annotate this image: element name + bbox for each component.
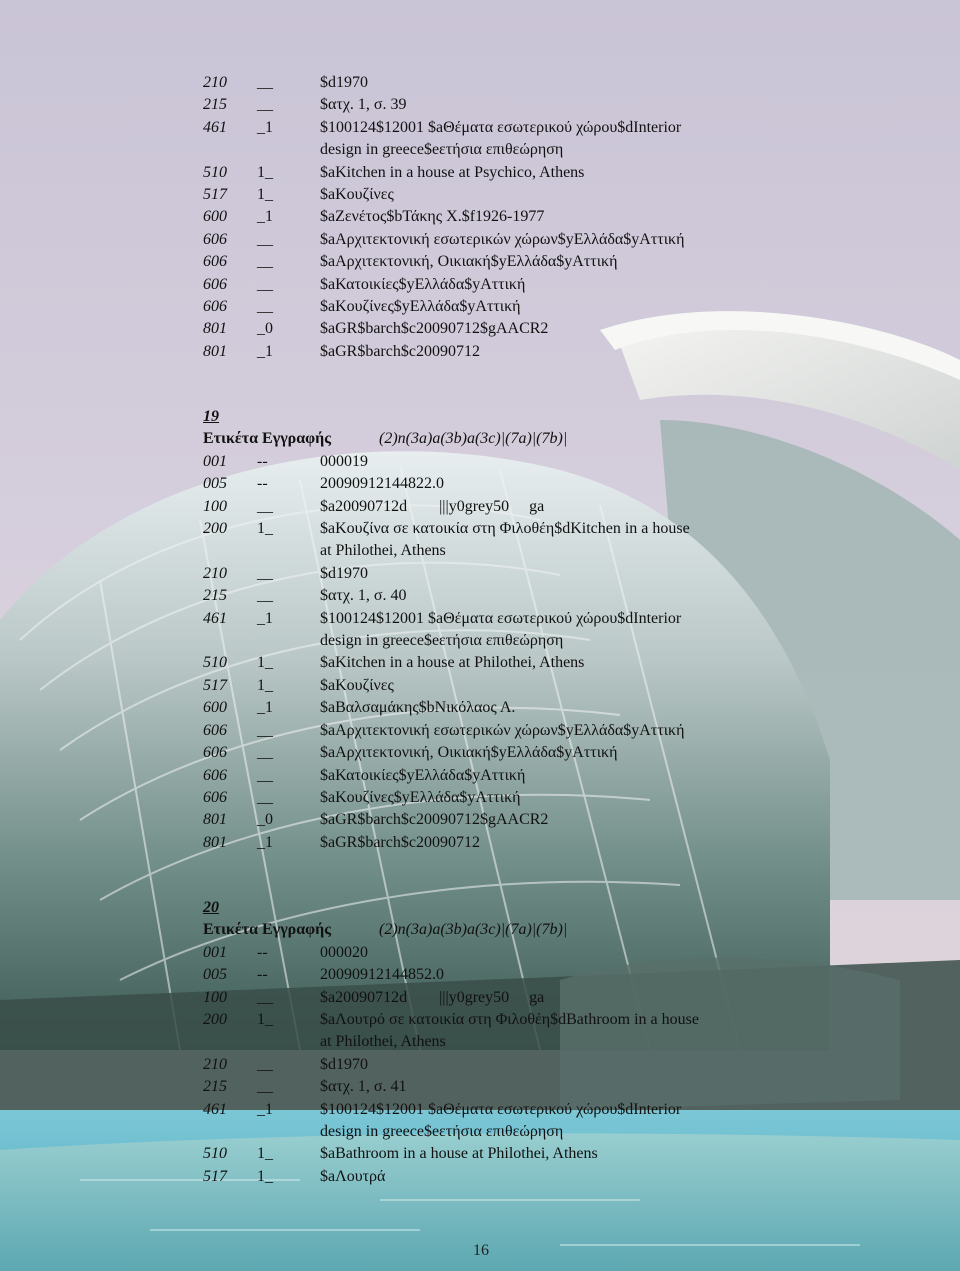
field-value: $aΛουτρό σε κατοικία στη Φιλοθέη$dBathroom in a house [320,1011,699,1029]
field-tag: 606 [203,275,227,293]
field-row [203,229,803,251]
field-row [203,942,803,964]
field-indicator: __ [257,587,273,605]
field-row [203,117,803,139]
field-tag: 210 [203,74,227,91]
record-label-name: Ετικέτα Εγγραφής [203,430,331,448]
field-indicator: 1_ [257,163,273,181]
field-value-continued: design in greece$eετήσια επιθεώρηση [320,1123,564,1141]
field-indicator: 1_ [257,654,273,672]
field-row [203,451,803,473]
field-tag: 461 [203,118,227,136]
record-label-name: Ετικέτα Εγγραφής [203,921,331,939]
field-value: $aGR$barch$c20090712$gAACR2 [320,320,549,338]
field-tag: 215 [203,587,227,605]
field-tag: 510 [203,163,227,181]
field-indicator: __ [257,1078,273,1096]
field-indicator: -- [257,966,268,984]
field-value: $aΛουτρά [320,1167,386,1185]
field-value: $aΚουζίνες$yΕλλάδα$yΑττική [320,298,521,316]
field-indicator: _1 [257,699,273,717]
field-tag: 606 [203,230,227,248]
field-tag: 801 [203,833,227,851]
field-indicator: __ [257,275,273,293]
field-indicator: 1_ [257,1011,273,1029]
field-tag: 606 [203,721,227,739]
field-row [203,964,803,986]
field-indicator: _1 [257,1100,273,1118]
field-indicator: __ [257,988,273,1006]
field-row [203,987,803,1009]
field-tag: 005 [203,966,227,984]
field-tag: 001 [203,452,227,470]
field-value: $aΚουζίνες [320,186,394,204]
field-tag: 801 [203,811,227,829]
field-tag: 606 [203,298,227,316]
field-tag: 801 [203,320,227,338]
field-row [203,72,803,94]
field-tag: 215 [203,1078,227,1096]
field-row-continued [203,1121,803,1143]
field-indicator: __ [257,721,273,739]
field-indicator: __ [257,96,273,114]
field-indicator: 1_ [257,520,273,538]
field-value: $ατχ. 1, σ. 39 [320,96,407,114]
field-value: $aΚατοικίες$yΕλλάδα$yΑττική [320,766,526,784]
field-value: 20090912144822.0 [320,475,444,493]
field-row [203,1166,803,1188]
field-tag: 600 [203,699,227,717]
field-tag: 606 [203,766,227,784]
field-row [203,184,803,206]
field-value: $d1970 [320,1055,368,1073]
field-tag: 200 [203,1011,227,1029]
field-tag: 005 [203,475,227,493]
field-indicator: _1 [257,342,273,360]
field-tag: 517 [203,186,227,204]
field-indicator: __ [257,74,273,91]
field-value: $aΒαλσαμάκης$bΝικόλαος Α. [320,699,516,717]
field-row [203,608,803,630]
field-row [203,206,803,228]
field-tag: 510 [203,1145,227,1163]
field-row [203,318,803,340]
field-indicator: -- [257,943,268,961]
field-value: $ατχ. 1, σ. 40 [320,587,407,605]
field-row [203,274,803,296]
field-indicator: __ [257,564,273,582]
field-value: 000020 [320,943,368,961]
field-row [203,1054,803,1076]
field-value-continued: at Philothei, Athens [320,542,446,560]
field-tag: 461 [203,609,227,627]
field-value: $100124$12001 $aΘέματα εσωτερικού χώρου$dInterior [320,609,682,627]
field-value: $aGR$barch$c20090712 [320,833,480,851]
record-18-tail [203,72,803,363]
field-tag: 461 [203,1100,227,1118]
field-row-continued [203,630,803,652]
field-tag: 200 [203,520,227,538]
field-value: $aΚατοικίες$yΕλλάδα$yΑττική [320,275,526,293]
field-value: $aGR$barch$c20090712$gAACR2 [320,811,549,829]
field-tag: 606 [203,744,227,762]
field-tag: 210 [203,564,227,582]
field-row [203,296,803,318]
field-indicator: __ [257,230,273,248]
field-row [203,765,803,787]
field-tag: 517 [203,676,227,694]
field-value: $aΖενέτος$bΤάκης Χ.$f1926-1977 [320,208,545,226]
field-indicator: __ [257,497,273,515]
field-indicator: __ [257,298,273,316]
field-value: $a20090712d |||y0grey50 ga [320,988,545,1006]
field-row [203,1076,803,1098]
field-value: $aΚουζίνες [320,676,394,694]
field-row [203,697,803,719]
field-row [203,832,803,854]
field-row [203,675,803,697]
field-row [203,742,803,764]
field-value: $aΑρχιτεκτονική, Οικιακή$yΕλλάδα$yΑττική [320,744,618,762]
field-value: $aΑρχιτεκτονική εσωτερικών χώρων$yΕλλάδα$yΑττική [320,230,685,248]
record-20 [203,897,803,1188]
field-row [203,251,803,273]
field-value: $aBathroom in a house at Philothei, Athens [320,1145,598,1163]
field-tag: 510 [203,654,227,672]
field-row [203,341,803,363]
field-value: $ατχ. 1, σ. 41 [320,1078,407,1096]
field-indicator: _1 [257,208,273,226]
field-row [203,787,803,809]
field-row [203,1143,803,1165]
field-indicator: _0 [257,320,273,338]
field-row [203,563,803,585]
field-tag: 100 [203,988,227,1006]
field-row [203,473,803,495]
record-19 [203,406,803,854]
field-tag: 606 [203,253,227,271]
field-row [203,652,803,674]
field-indicator: __ [257,766,273,784]
field-row [203,162,803,184]
field-tag: 600 [203,208,227,226]
field-value: $aΑρχιτεκτονική εσωτερικών χώρων$yΕλλάδα$yΑττική [320,721,685,739]
field-indicator: _1 [257,609,273,627]
field-row-continued [203,540,803,562]
record-label-row [203,919,803,941]
record-number: 20 [203,899,219,916]
record-number: 19 [203,408,219,425]
field-value: $100124$12001 $aΘέματα εσωτερικού χώρου$dInterior [320,118,682,136]
field-value-continued: at Philothei, Athens [320,1033,446,1051]
field-indicator: _1 [257,833,273,851]
field-tag: 100 [203,497,227,515]
field-value: $aGR$barch$c20090712 [320,342,480,360]
field-row [203,585,803,607]
field-value: $100124$12001 $aΘέματα εσωτερικού χώρου$dInterior [320,1100,682,1118]
field-value-continued: design in greece$eετήσια επιθεώρηση [320,632,564,650]
field-value-continued: design in greece$eετήσια επιθεώρηση [320,141,564,159]
field-value: $aΑρχιτεκτονική, Οικιακή$yΕλλάδα$yΑττική [320,253,618,271]
field-indicator: 1_ [257,1167,273,1185]
field-row-continued [203,1031,803,1053]
field-indicator: __ [257,788,273,806]
field-indicator: __ [257,1055,273,1073]
page-number: 16 [473,1242,489,1259]
field-tag: 801 [203,342,227,360]
field-tag: 210 [203,1055,227,1073]
field-indicator: 1_ [257,1145,273,1163]
field-row [203,809,803,831]
field-tag: 215 [203,96,227,114]
field-indicator: _0 [257,811,273,829]
field-value: 000019 [320,452,368,470]
field-tag: 606 [203,788,227,806]
field-indicator: 1_ [257,676,273,694]
field-value: $d1970 [320,74,368,91]
field-indicator: __ [257,744,273,762]
field-indicator: _1 [257,118,273,136]
field-tag: 517 [203,1167,227,1185]
field-row [203,496,803,518]
field-row [203,1099,803,1121]
field-value: 20090912144852.0 [320,966,444,984]
field-row [203,720,803,742]
field-row-continued [203,139,803,161]
field-row [203,94,803,116]
field-value: $aKitchen in a house at Psychico, Athens [320,163,585,181]
record-label-row [203,428,803,450]
record-label-value: (2)n(3a)a(3b)a(3c)|(7a)|(7b)| [379,921,568,939]
field-value: $d1970 [320,564,368,582]
field-indicator: -- [257,475,268,493]
field-indicator: __ [257,253,273,271]
field-value: $aΚουζίνες$yΕλλάδα$yΑττική [320,788,521,806]
field-row [203,1009,803,1031]
field-value: $a20090712d |||y0grey50 ga [320,497,545,515]
field-row [203,518,803,540]
field-tag: 001 [203,943,227,961]
field-value: $aΚουζίνα σε κατοικία στη Φιλοθέη$dKitchen in a house [320,520,690,538]
field-indicator: -- [257,452,268,470]
field-value: $aKitchen in a house at Philothei, Athens [320,654,585,672]
field-indicator: 1_ [257,186,273,204]
record-label-value: (2)n(3a)a(3b)a(3c)|(7a)|(7b)| [379,430,568,448]
